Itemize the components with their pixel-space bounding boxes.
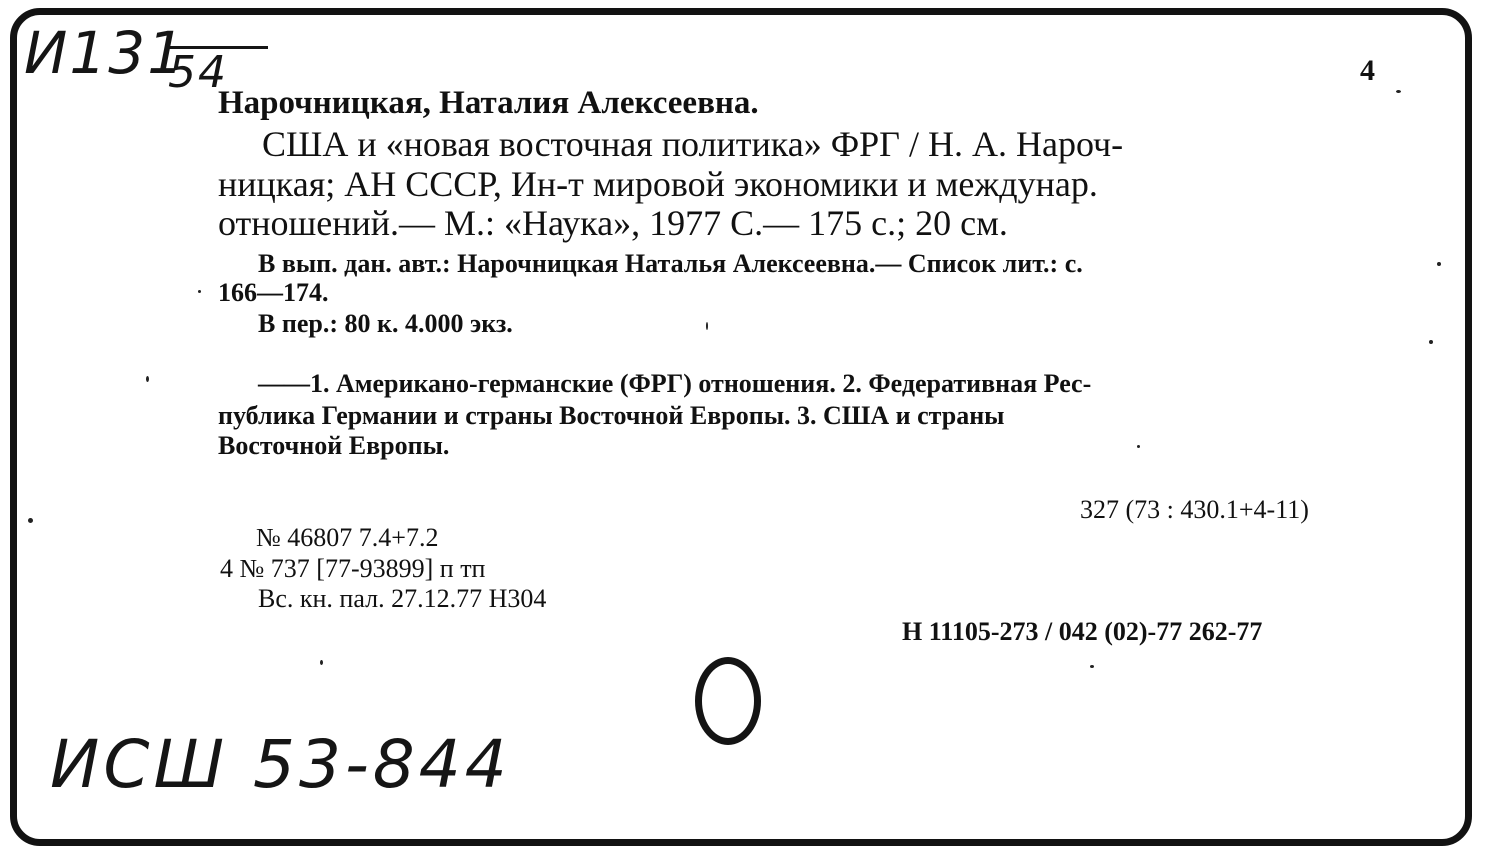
price-line: В пер.: 80 к. 4.000 экз. — [258, 309, 513, 338]
card-number-1: № 46807 7.4+7.2 — [256, 523, 439, 552]
classification-code: 327 (73 : 430.1+4-11) — [1080, 495, 1309, 524]
card-hole — [695, 657, 761, 745]
handwritten-inventory-number: ИСШ 53-844 — [50, 726, 511, 803]
scan-speck — [1437, 262, 1441, 266]
scan-speck — [146, 376, 149, 382]
publisher-code: Н 11105-273 / 042 (02)-77 262-77 — [902, 617, 1263, 646]
handwritten-shelf-mark-sub: 54 — [168, 46, 268, 95]
subjects-line-1: ——1. Американо-германские (ФРГ) отношения. 2. Федеративная Рес- — [258, 369, 1092, 398]
note-line-2: 166—174. — [218, 278, 329, 307]
corner-number: 4 — [1360, 54, 1375, 87]
title-line-1: США и «новая восточная политика» ФРГ / Н. А. Нароч- — [262, 124, 1124, 164]
author-heading: Нарочницкая, Наталия Алексеевна. — [218, 85, 759, 121]
subjects-line-3: Восточной Европы. — [218, 431, 450, 460]
scan-speck — [320, 660, 323, 665]
scan-speck — [1137, 445, 1140, 448]
handwritten-shelf-mark: И131 — [24, 19, 187, 87]
scan-speck — [1090, 665, 1094, 668]
scan-speck — [1429, 340, 1433, 344]
scan-speck — [706, 322, 708, 330]
scan-speck — [198, 290, 201, 293]
subjects-line-2: публика Германии и страны Восточной Европы. 3. США и страны — [218, 401, 1005, 430]
title-line-3: отношений.— М.: «Наука», 1977 С.— 175 с.; 20 см. — [218, 203, 1008, 243]
card-number-2: 4 № 737 [77-93899] п тп — [220, 554, 486, 583]
note-line-1: В вып. дан. авт.: Нарочницкая Наталья Алексеевна.— Список лит.: с. — [258, 249, 1083, 278]
scan-speck — [1396, 90, 1401, 93]
title-line-2: ницкая; АН СССР, Ин-т мировой экономики и междунар. — [218, 164, 1098, 204]
scan-speck — [28, 518, 33, 523]
book-chamber-line: Вс. кн. пал. 27.12.77 Н304 — [258, 584, 547, 613]
